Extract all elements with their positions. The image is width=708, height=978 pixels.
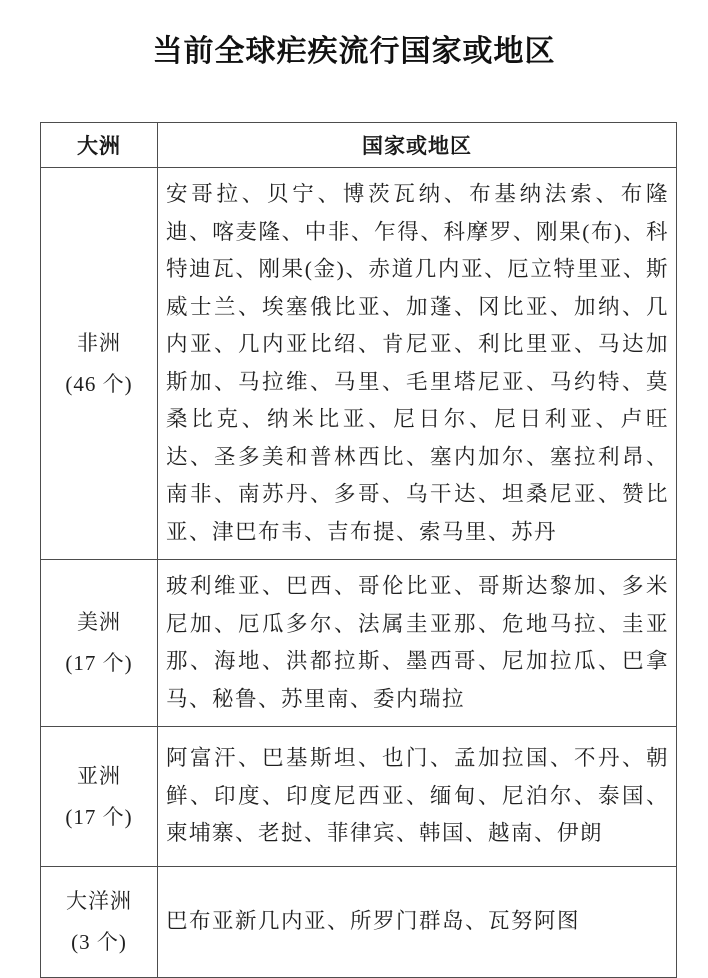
countries-list-asia: 阿富汗、巴基斯坦、也门、孟加拉国、不丹、朝鲜、印度、印度尼西亚、缅甸、尼泊尔、泰国、柬埔寨、老挝、菲律宾、韩国、越南、伊朗 <box>158 727 677 867</box>
page-title: 当前全球疟疾流行国家或地区 <box>152 35 556 68</box>
continent-count: (46 个) <box>65 371 133 396</box>
document-page <box>0 26 708 954</box>
countries-list-oceania: 巴布亚新几内亚、所罗门群岛、瓦努阿图 <box>158 867 677 978</box>
continent-count: (17 个) <box>65 651 133 675</box>
table-row-oceania <box>41 867 677 978</box>
continent-count: (3 个) <box>71 930 127 954</box>
table-header-row <box>41 123 677 168</box>
table-row-asia <box>41 727 677 867</box>
continent-cell-americas <box>41 560 158 727</box>
continent-count: (17 个) <box>65 804 133 829</box>
continent-name: 非洲 <box>77 330 121 355</box>
countries-list-africa: 安哥拉、贝宁、博茨瓦纳、布基纳法索、布隆迪、喀麦隆、中非、乍得、科摩罗、刚果(布)、科特迪瓦、刚果(金)、赤道几内亚、厄立特里亚、斯威士兰、埃塞俄比亚、加蓬、冈比亚、加纳、几内亚、几内亚比绍、肯尼亚、利比里亚、马达加斯加、马拉维、马里、毛里塔尼亚、马约特、莫桑比克、纳米比亚、尼日尔、尼日利亚、卢旺达、圣多美和普林西比、塞内加尔、塞拉利昂、南非、南苏丹、多哥、乌干达、坦桑尼亚、赞比亚、津巴布韦、吉布提、索马里、苏丹 <box>158 168 677 560</box>
continent-name: 大洋洲 <box>66 889 132 913</box>
header-continent: 大洲 <box>41 123 158 168</box>
countries-list-americas: 玻利维亚、巴西、哥伦比亚、哥斯达黎加、多米尼加、厄瓜多尔、法属圭亚那、危地马拉、圭亚那、海地、洪都拉斯、墨西哥、尼加拉瓜、巴拿马、秘鲁、苏里南、委内瑞拉 <box>158 560 677 727</box>
continent-name: 亚洲 <box>77 763 121 788</box>
table-row-africa <box>41 168 677 560</box>
continent-name: 美洲 <box>77 610 121 634</box>
malaria-endemic-table <box>40 122 677 978</box>
continent-cell-oceania <box>41 867 158 978</box>
table-row-americas <box>41 560 677 727</box>
header-countries: 国家或地区 <box>158 123 677 168</box>
continent-cell-africa <box>41 168 158 560</box>
continent-cell-asia <box>41 727 158 867</box>
